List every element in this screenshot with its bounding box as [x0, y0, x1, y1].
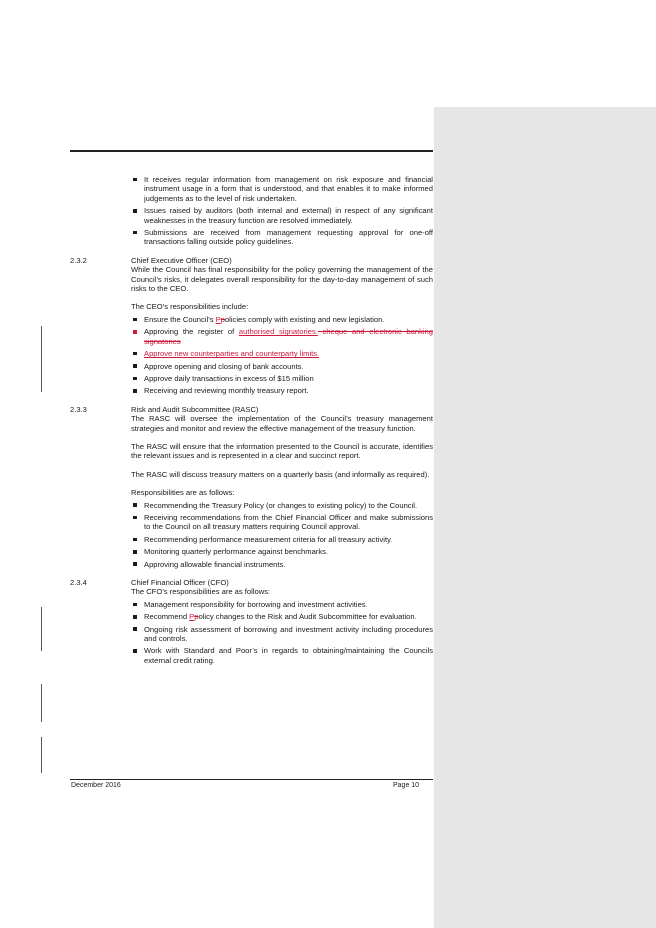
list-item: Ongoing risk assessment of borrowing and investment activity including procedures and controls. [131, 625, 433, 644]
paragraph: The CFO’s responsibilities are as follows: [131, 587, 271, 597]
footer-rule [70, 779, 433, 780]
paragraph: The RASC will discuss treasury matters on a quarterly basis (and informally as required). [131, 469, 430, 479]
list-item: Recommending performance measurement criteria for all treasury activity. [131, 535, 433, 544]
revision-mark: . [301, 361, 304, 371]
deleted-text: p [220, 314, 225, 324]
section-title: Risk and Audit Subcommittee (RASC) [131, 404, 259, 414]
section-heading-2-3-3 [70, 405, 433, 414]
paragraph: The RASC will ensure that the information presented to the Council is accurate, identifies the relevant issues and is represented in a clear and succinct report. [131, 441, 433, 461]
revision-mark: . [283, 559, 286, 569]
list-item: Approve opening and closing of bank accounts. [131, 362, 433, 371]
inserted-text: P [215, 314, 221, 324]
inserted-text: P [189, 612, 195, 622]
comment-pane [434, 107, 656, 928]
deleted-text: cheque and electronic banking signatories [144, 327, 433, 346]
section-number: 2.3.4 [70, 578, 87, 587]
list-item: Approving the register of authorised signatories. cheque and electronic banking signatories [131, 327, 433, 346]
paragraph: The RASC will oversee the implementation of the Council’s treasury management strategies and monitor and review the effective management of the treasury function. [131, 414, 433, 433]
change-bar [41, 326, 42, 392]
list-item: Approving allowable financial instruments. [131, 560, 433, 569]
list-item: Submissions are received from management requesting approval for one-off transactions falling outside policy guidelines. [131, 228, 433, 247]
change-bar [41, 737, 42, 773]
section-title: Chief Executive Officer (CEO) [131, 255, 232, 265]
list-item: Recommend Ppolicy changes to the Risk and Audit Subcommittee for evaluation. [131, 612, 433, 621]
section-heading-2-3-2 [70, 256, 433, 265]
change-bar [41, 607, 42, 651]
section-number: 2.3.2 [70, 255, 87, 265]
header-rule [70, 150, 433, 152]
list-item: Approve daily transactions in excess of $15 million [131, 374, 433, 383]
list-item: Receiving and reviewing monthly treasury report. [131, 386, 433, 395]
footer-date: December 2016 [71, 782, 121, 789]
revision-mark: . [185, 634, 188, 644]
list-item: Monitoring quarterly performance against benchmarks. [131, 547, 433, 556]
inserted-text: authorised signatories. [238, 327, 318, 337]
paragraph: The CEO’s responsibilities include: [131, 302, 249, 312]
change-bar [41, 684, 42, 722]
list-item: It receives regular information from management on risk exposure and financial instrument usage in a form that is understood, and that enables it to make informed judgements as to the level of risk undertaken. [131, 175, 433, 203]
paragraph: While the Council has final responsibility for the policy governing the management of the Council’s risks, it delegates overall responsibility for the day-to-day management of such risks to the CEO. [131, 265, 433, 294]
revision-mark: . [414, 612, 417, 622]
page-number: Page 10 [393, 782, 420, 789]
inserted-text: Approve new counterparties and counterparty limits. [144, 349, 320, 359]
section-number: 2.3.3 [70, 404, 87, 414]
revision-mark: . [365, 599, 368, 609]
section-heading-2-3-4 [70, 578, 433, 587]
revision-mark: ’ [252, 646, 254, 656]
list-item: Ensure the Council’s Ppolicies comply with existing and new legislation. [131, 315, 433, 324]
list-item [131, 349, 433, 358]
paragraph: Responsibilities are as follows: [131, 488, 235, 498]
list-item: Work with Standard and Poor’s in regards to obtaining/maintaining the Councils external credit rating. [131, 646, 433, 665]
revision-mark: . [382, 314, 385, 324]
section-title: Chief Financial Officer (CFO) [131, 578, 229, 587]
document-body [70, 175, 433, 665]
revision-mark: . [325, 547, 329, 557]
revision-mark: . [390, 534, 393, 544]
list-item: Management responsibility for borrowing and investment activities. [131, 600, 433, 609]
revision-mark: . [212, 655, 215, 665]
list-item: Issues raised by auditors (both internal and external) in respect of any significant weaknesses in the treasury function are resolved immediately. [131, 206, 433, 225]
list-item: Receiving recommendations from the Chief Financial Officer and make submissions to the Council on all treasury matters requiring Council approval. [131, 513, 433, 532]
list-item: Recommending the Treasury Policy (or changes to existing policy) to the Council. [131, 501, 433, 510]
deleted-text: p [194, 612, 199, 622]
